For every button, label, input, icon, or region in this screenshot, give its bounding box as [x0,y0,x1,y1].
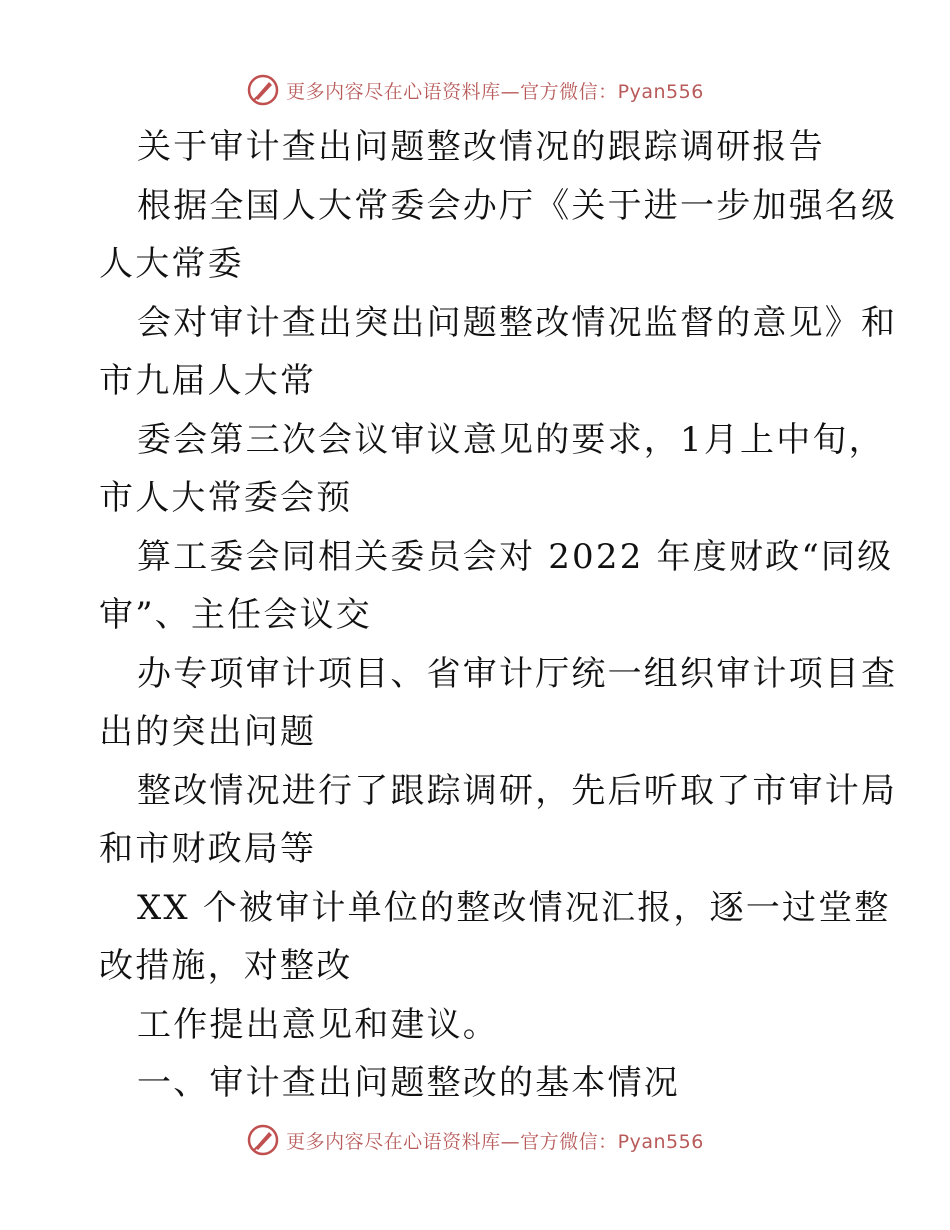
text-line: 根据全国人大常委会办厅《关于进一步加强名级 [137,185,898,226]
text-line: 改措施，对整改 [99,946,353,986]
quill-logo-icon [246,73,280,107]
text-line: 人大常委 [99,244,244,284]
text-line: 出的突出问题 [99,712,317,752]
footer-watermark-banner [0,1120,950,1160]
quill-logo-icon [246,1123,280,1157]
watermark-separator: — [500,1130,521,1153]
text-line: 算工委会同相关委员会对 2022 年度财政“同级 [137,536,894,577]
text-line: 一、审计查出问题整改的基本情况 [137,1063,680,1103]
header-watermark-banner [0,70,950,110]
text-line: 关于审计查出问题整改情况的跟踪调研报告 [137,127,825,167]
watermark-text [286,77,704,104]
watermark-wechat: 官方微信：Pyan556 [520,1130,704,1153]
text-line: 整改情况进行了跟踪调研，先后听取了市审计局 [137,770,898,811]
text-line: XX 个被审计单位的整改情况汇报，逐一过堂整 [137,887,891,928]
text-line: 工作提出意见和建议。 [137,1004,499,1045]
watermark-slogan: 更多内容尽在心语资料库 [286,1130,501,1153]
text-line: 市人大常委会预 [99,478,353,518]
watermark-separator: — [500,80,521,103]
text-line: 市九届人大常 [99,361,317,401]
text-line: 审”、主任会议交 [99,595,372,635]
watermark-wechat: 官方微信：Pyan556 [520,80,704,103]
text-line: 委会第三次会议审议意见的要求，1月上中旬， [137,419,885,460]
text-line: 和市财政局等 [99,829,317,869]
watermark-text [286,1127,704,1154]
document-body [99,118,898,1113]
text-line: 办专项审计项目、省审计厅统一组织审计项目查 [137,653,898,694]
watermark-slogan: 更多内容尽在心语资料库 [286,80,501,103]
text-line: 会对审计查出突出问题整改情况监督的意见》和 [137,302,898,343]
